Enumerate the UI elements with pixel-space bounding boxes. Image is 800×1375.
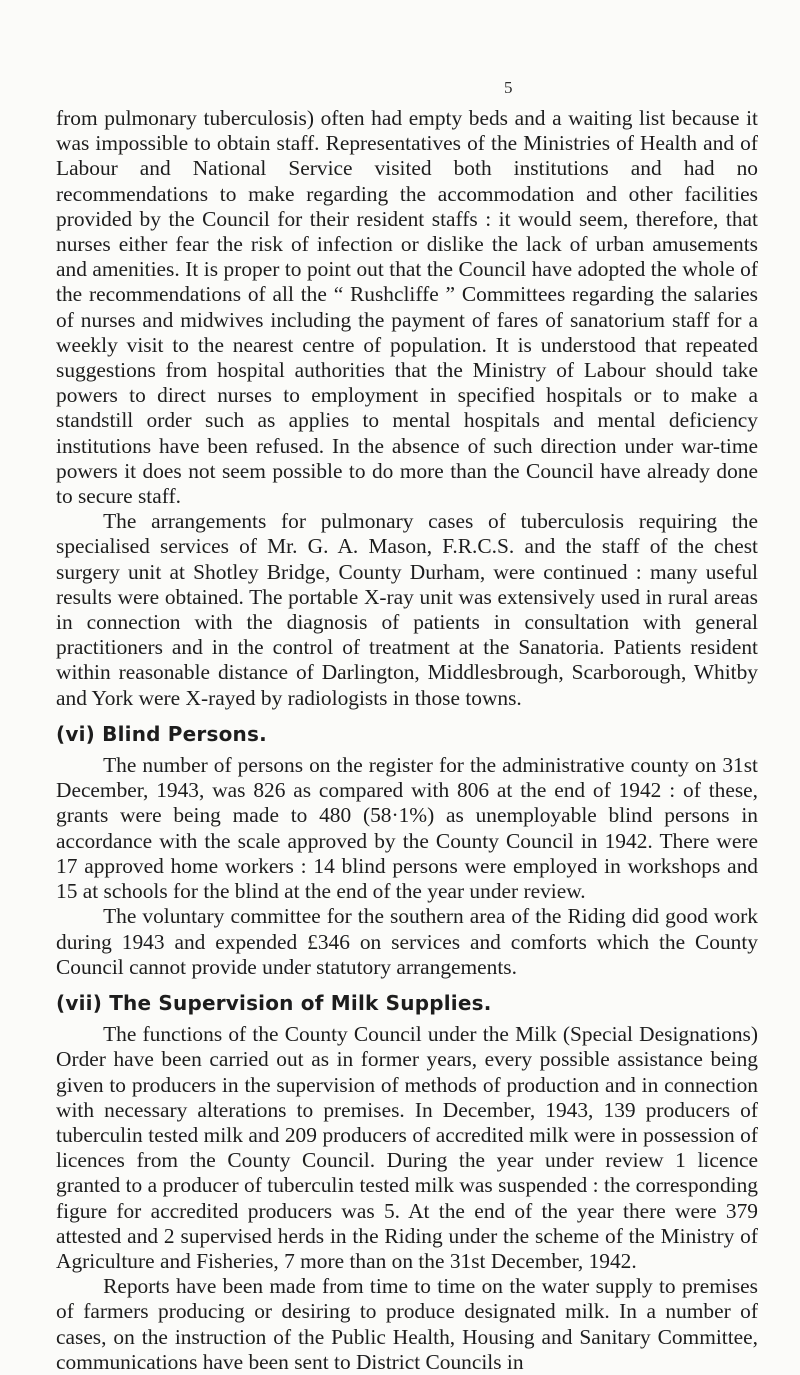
section-heading-blind-persons: (vi) Blind Persons. — [56, 721, 267, 746]
paragraph-pulmonary-arrangements: The arrangements for pulmonary cases of tuberculosis requiring the specialised services of Mr. G. A. Mason, F.R.C.S. and the staff of the chest surgery unit at Shotley Bridge, County Durham, were continued : many useful results were obtained. The portable X-ray unit was extensively used in rural areas in connection with the diagnosis of patients in consultation with general practitioners and in the control of treatment at the Sanatoria. Patients resident within reasonable distance of Darlington, Middlesbrough, Scarborough, Whitby and York were X-rayed by radiologists in those towns. — [56, 509, 758, 710]
section-heading-milk-supplies: (vii) The Supervision of Milk Supplies. — [56, 990, 492, 1015]
paragraph-blind-register: The number of persons on the register for the administrative county on 31st December, 1943, was 826 as compared with 806 at the end of 1942 : of these, grants were being made to 480 (58·1%) as unemployable blind persons in accordance with the scale approved by the County Council in 1942. There were 17 approved home workers : 14 blind persons were employed in workshops and 15 at schools for the blind at the end of the year under review. — [56, 753, 758, 904]
paragraph-voluntary-committee: The voluntary committee for the southern area of the Riding did good work during 1943 and expended £346 on services and comforts which the County Council cannot provide under statutory arrangements. — [56, 904, 758, 979]
paragraph-water-supply: Reports have been made from time to time on the water supply to premises of farmers producing or desiring to produce designated milk. In a number of cases, on the instruction of the Public Health, Housing and Sanitary Committee, communications have been sent to District Councils in — [56, 1274, 758, 1374]
body-text — [56, 106, 758, 1375]
page-number: 5 — [504, 78, 513, 97]
paragraph-staffing: from pulmonary tuberculosis) often had empty beds and a waiting list because it was impossible to obtain staff. Representatives of the Ministries of Health and of Labour and National Service visited both institutions and had no recommendations to make regarding the accommodation and other facilities provided by the Council for their resident staffs : it would seem, therefore, that nurses either fear the risk of infection or dislike the lack of urban amusements and amenities. It is proper to point out that the Council have adopted the whole of the recommendations of all the “ Rushcliffe ” Committees regarding the salaries of nurses and midwives including the payment of fares of sanatorium staff for a weekly visit to the nearest centre of population. It is understood that repeated suggestions from hospital authorities that the Ministry of Labour should take powers to direct nurses to employment in specified hospitals or to make a standstill order such as applies to mental hospitals and mental deficiency institutions have been refused. In the absence of such direction under war-time powers it does not seem possible to do more than the Council have already done to secure staff. — [56, 106, 758, 509]
paragraph-milk-functions: The functions of the County Council under the Milk (Special Designations) Order have been carried out as in former years, every possible assistance being given to producers in the supervision of methods of production and in connection with necessary alterations to premises. In December, 1943, 139 producers of tuberculin tested milk and 209 producers of accredited milk were in possession of licences from the County Council. During the year under review 1 licence granted to a producer of tuberculin tested milk was suspended : the corresponding figure for accredited producers was 5. At the end of the year there were 379 attested and 2 supervised herds in the Riding under the scheme of the Ministry of Agriculture and Fisheries, 7 more than on the 31st December, 1942. — [56, 1022, 758, 1273]
